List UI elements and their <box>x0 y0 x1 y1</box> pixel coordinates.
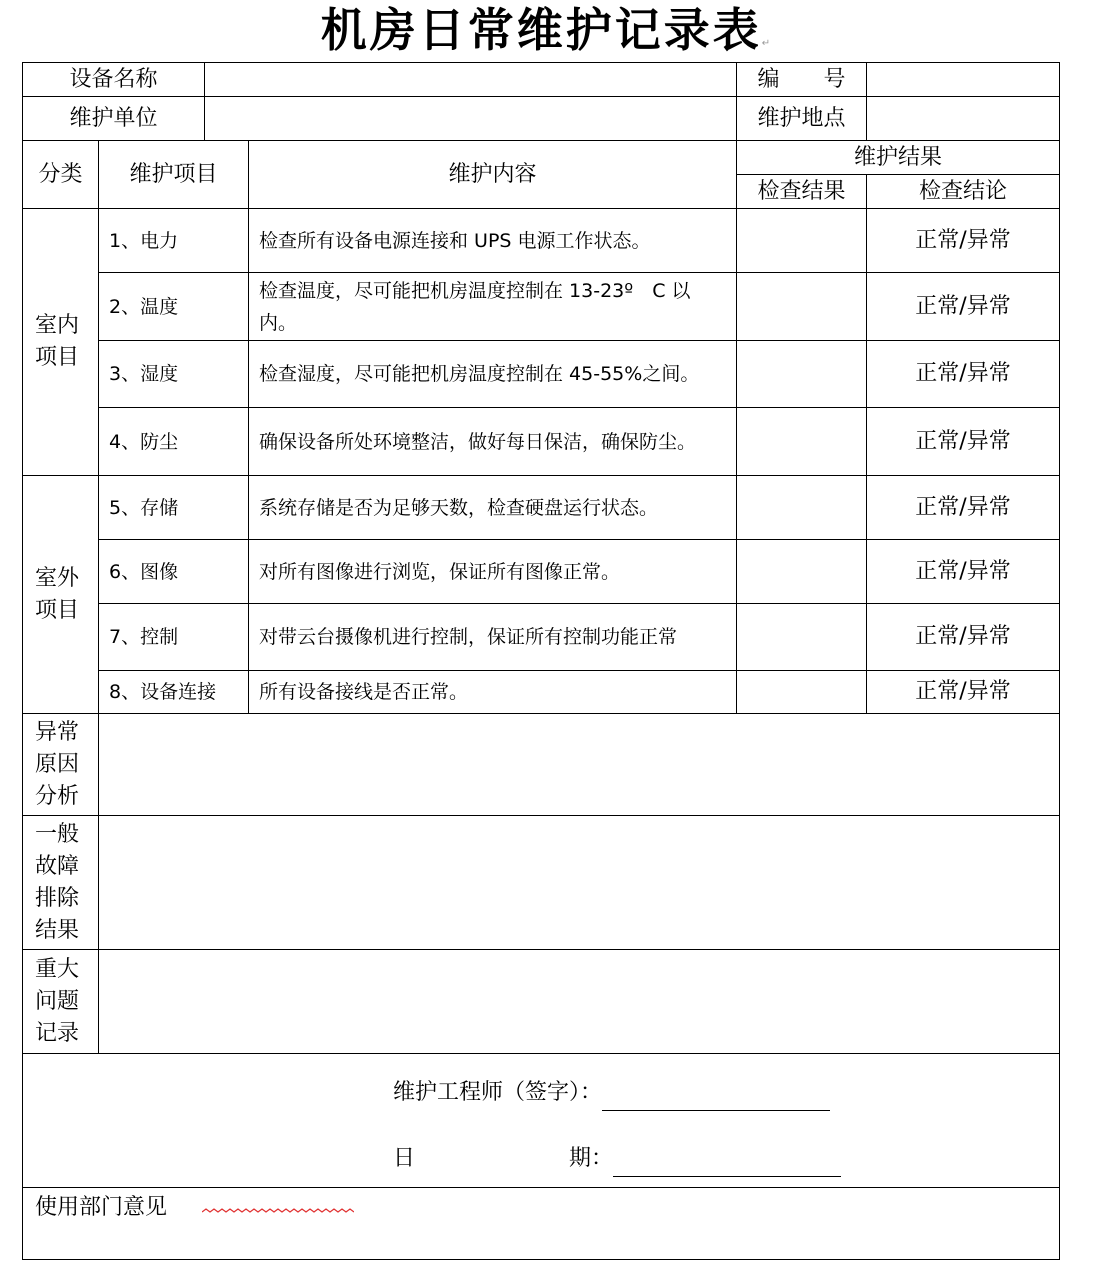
table-row <box>23 604 1060 671</box>
date-line[interactable] <box>613 1152 841 1177</box>
device-name-label: 设备名称 <box>23 63 205 97</box>
major-issue-row <box>23 950 1060 1054</box>
check-result-cell[interactable] <box>737 476 867 540</box>
maintenance-item: 6、图像 <box>99 540 249 604</box>
serial-number-label: 编 号 <box>737 63 867 97</box>
department-opinion-label: 使用部门意见 <box>35 1195 168 1220</box>
table-row <box>23 273 1060 341</box>
maintenance-record-table <box>22 62 1060 1260</box>
category-indoor: 室内项目 <box>23 209 99 476</box>
check-conclusion-cell[interactable]: 正常/异常 <box>867 671 1060 714</box>
maintenance-content: 对所有图像进行浏览，保证所有图像正常。 <box>249 540 737 604</box>
check-result-cell[interactable] <box>737 540 867 604</box>
device-name-field[interactable] <box>205 63 737 97</box>
maintenance-item: 4、防尘 <box>99 408 249 476</box>
serial-number-field[interactable] <box>867 63 1060 97</box>
check-conclusion-cell[interactable]: 正常/异常 <box>867 408 1060 476</box>
maintenance-unit-label: 维护单位 <box>23 97 205 141</box>
department-opinion-row <box>23 1188 1060 1260</box>
check-conclusion-header: 检查结论 <box>867 175 1060 209</box>
column-header-row <box>23 141 1060 175</box>
table-row <box>23 209 1060 273</box>
maintenance-content: 对带云台摄像机进行控制，保证所有控制功能正常 <box>249 604 737 671</box>
maintenance-content: 系统存储是否为足够天数，检查硬盘运行状态。 <box>249 476 737 540</box>
engineer-signature-line[interactable] <box>602 1086 830 1111</box>
table-row <box>23 408 1060 476</box>
maintenance-item: 5、存储 <box>99 476 249 540</box>
general-fault-field[interactable] <box>99 816 1060 950</box>
document-title: 机房日常维护记录表↵ <box>320 3 774 57</box>
signature-cell <box>23 1054 1060 1188</box>
check-result-cell[interactable] <box>737 604 867 671</box>
table-row <box>23 540 1060 604</box>
signature-row <box>23 1054 1060 1188</box>
maintenance-unit-field[interactable] <box>205 97 737 141</box>
department-opinion-cell[interactable] <box>23 1188 1060 1260</box>
maintenance-item: 1、电力 <box>99 209 249 273</box>
abnormal-analysis-row <box>23 714 1060 816</box>
check-conclusion-cell[interactable]: 正常/异常 <box>867 476 1060 540</box>
result-group-header: 维护结果 <box>737 141 1060 175</box>
item-column-header: 维护项目 <box>99 141 249 209</box>
general-fault-row <box>23 816 1060 950</box>
table-row <box>23 341 1060 408</box>
category-column-header: 分类 <box>23 141 99 209</box>
maintenance-content: 检查湿度，尽可能把机房温度控制在 45-55%之间。 <box>249 341 737 408</box>
maintenance-item: 2、温度 <box>99 273 249 341</box>
table-row <box>23 476 1060 540</box>
device-name-row <box>23 63 1060 97</box>
engineer-signature-label: 维护工程师（签字）： <box>393 1079 603 1105</box>
maintenance-item: 7、控制 <box>99 604 249 671</box>
check-conclusion-cell[interactable]: 正常/异常 <box>867 604 1060 671</box>
maintenance-unit-row <box>23 97 1060 141</box>
maintenance-location-label: 维护地点 <box>737 97 867 141</box>
check-conclusion-cell[interactable]: 正常/异常 <box>867 540 1060 604</box>
check-result-cell[interactable] <box>737 341 867 408</box>
general-fault-label: 一般故障排除结果 <box>23 816 99 950</box>
check-result-header: 检查结果 <box>737 175 867 209</box>
check-conclusion-cell[interactable]: 正常/异常 <box>867 273 1060 341</box>
check-result-cell[interactable] <box>737 408 867 476</box>
maintenance-content: 检查所有设备电源连接和 UPS 电源工作状态。 <box>249 209 737 273</box>
maintenance-item: 8、设备连接 <box>99 671 249 714</box>
major-issue-label: 重大问题记录 <box>23 950 99 1054</box>
maintenance-location-field[interactable] <box>867 97 1060 141</box>
date-label: 日 期： <box>393 1145 614 1171</box>
maintenance-content: 检查温度，尽可能把机房温度控制在 13-23º C 以内。 <box>249 273 737 341</box>
major-issue-field[interactable] <box>99 950 1060 1054</box>
maintenance-content: 确保设备所处环境整洁，做好每日保洁，确保防尘。 <box>249 408 737 476</box>
maintenance-content: 所有设备接线是否正常。 <box>249 671 737 714</box>
abnormal-analysis-label: 异常原因分析 <box>23 714 99 816</box>
check-result-cell[interactable] <box>737 671 867 714</box>
check-result-cell[interactable] <box>737 273 867 341</box>
check-conclusion-cell[interactable]: 正常/异常 <box>867 209 1060 273</box>
category-outdoor: 室外项目 <box>23 476 99 714</box>
abnormal-analysis-field[interactable] <box>99 714 1060 816</box>
maintenance-item: 3、湿度 <box>99 341 249 408</box>
check-conclusion-cell[interactable]: 正常/异常 <box>867 341 1060 408</box>
spellcheck-underline-icon <box>202 1208 354 1214</box>
table-row <box>23 671 1060 714</box>
check-result-cell[interactable] <box>737 209 867 273</box>
content-column-header: 维护内容 <box>249 141 737 209</box>
